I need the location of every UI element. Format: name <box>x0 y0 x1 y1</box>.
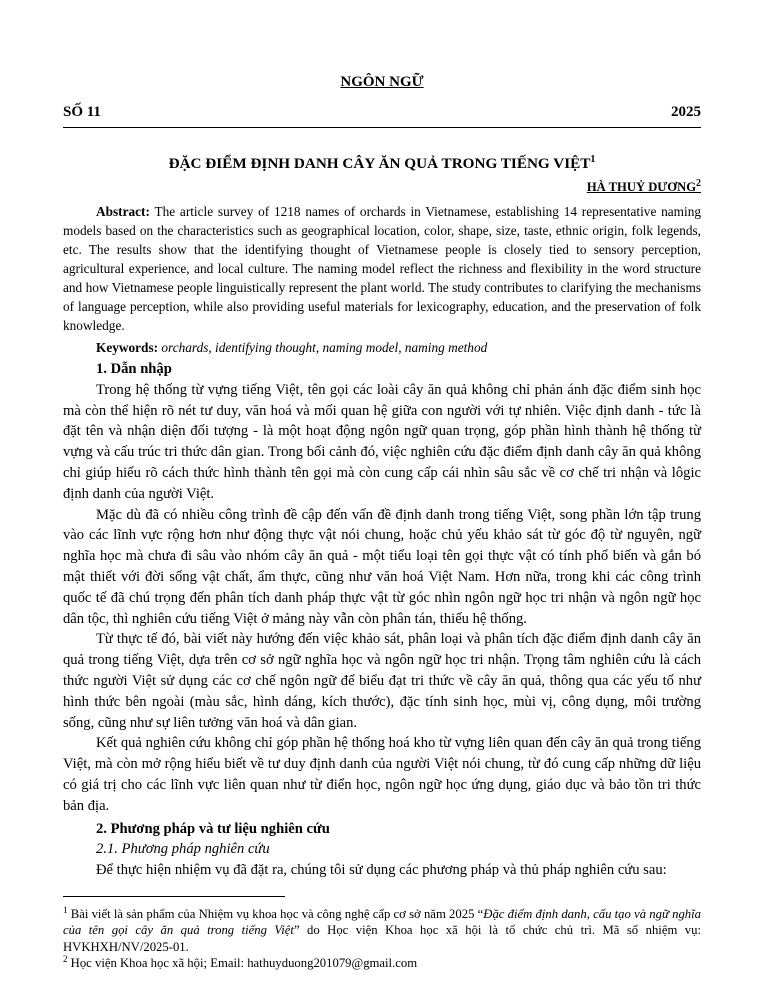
keywords-text: orchards, identifying thought, naming model, naming method <box>161 340 488 355</box>
footnote-rule <box>63 896 285 897</box>
footnote-2-text: Học viện Khoa học xã hội; Email: hathuyduong201079@gmail.com <box>70 956 418 971</box>
article-title-text: ĐẶC ĐIỂM ĐỊNH DANH CÂY ĂN QUẢ TRONG TIẾNG VIỆT <box>168 155 591 172</box>
keywords <box>63 338 701 357</box>
footnote-1-text-start: Bài viết là sản phẩm của Nhiệm vụ khoa học và công nghệ cấp cơ sở năm 2025 “ <box>70 906 484 921</box>
footnote-1 <box>63 906 701 956</box>
paragraph: Để thực hiện nhiệm vụ đã đặt ra, chúng tôi sử dụng các phương pháp và thủ pháp nghiên cứu sau: <box>96 862 667 879</box>
author-name <box>63 177 701 196</box>
paragraph: Kết quả nghiên cứu không chỉ góp phần hệ thống hoá kho từ vựng liên quan đến cây ăn quả trong tiếng Việt, mà còn mở rộng hiểu biết về tư duy định danh của người Việt nói chung, từ đó cung cấp những dữ liệu có giá trị cho các lĩnh vực liên quan như từ điển học, ngôn ngữ học ứng dụng, giáo dục và bảo tồn tri thức bản địa. <box>63 735 701 814</box>
journal-name: NGÔN NGỮ <box>340 74 424 90</box>
keywords-label: Keywords: <box>96 340 159 355</box>
paper-page <box>63 72 701 972</box>
article-title <box>63 154 701 176</box>
abstract-label: Abstract: <box>96 204 150 219</box>
footnote-1-project-title: Đặc điểm định danh, cấu tạo và ngữ nghĩa của tên gọi cây ăn quả trong tiếng Việt <box>63 906 702 938</box>
abstract <box>63 202 701 335</box>
issue-year: 2025 <box>671 104 701 120</box>
abstract-text: The article survey of 1218 names of orchards in Vietnamese, establishing 14 representative naming models based on the characteristics such as geographical location, color, shape, size, taste, ethnic origin, folk legends, etc. The results show that the identifying thought of Vietnamese people is closely tied to sensory perception, agricultural experience, and local culture. The naming model reflect the richness and flexibility in the word structure and how Vietnamese people linguistically represent the plant world. The study contributes to clarifying the mechanisms of language perception, while also providing useful materials for lexicography, education, and the preservation of folk knowledge. <box>63 204 702 333</box>
footnote-1-mark: 1 <box>63 904 68 915</box>
issue-row <box>63 102 701 124</box>
footnotes <box>63 906 701 972</box>
subsection-heading-methods: 2.1. Phương pháp nghiên cứu <box>96 841 270 858</box>
title-footnote-mark[interactable]: 1 <box>590 153 596 165</box>
paragraph: Từ thực tế đó, bài viết này hướng đến việc khảo sát, phân loại và phân tích đặc điểm định danh cây ăn quả trong tiếng Việt, dựa trên cơ sở ngữ nghĩa học và ngôn ngữ học tri nhận. Trọng tâm nghiên cứu là cách thức người Việt sử dụng các cơ chế ngôn ngữ để biểu đạt tri thức về cây ăn quả, thông qua các yếu tố như hình thức bên ngoài (màu sắc, hình dáng, kích thước), đặc tính sinh học, mùi vị, công dụng, môi trường sống, cũng như sự liên tưởng văn hoá và dân gian. <box>63 631 701 731</box>
issue-number: SỐ 11 <box>63 104 101 120</box>
paragraph: Trong hệ thống từ vựng tiếng Việt, tên gọi các loài cây ăn quả không chỉ phản ánh đặc điểm sinh học mà còn thể hiện rõ nét tư duy, văn hoá và mối quan hệ giữa con người với tự nhiên. Việc định danh - tức là đặt tên và nhận diện đối tượng - là một hoạt động ngôn ngữ quan trọng, góp phần hình thành hệ thống từ vựng và cấu trúc tri thức dân gian. Trong bối cảnh đó, việc nghiên cứu đặc điểm định danh cây ăn quả không chỉ giúp hiểu rõ cách thức hình thành tên gọi mà còn cung cấp cái nhìn sâu sắc về cơ chế tri nhận và lôgic định danh của người Việt. <box>63 381 701 502</box>
section-heading-introduction: 1. Dẫn nhập <box>96 361 172 377</box>
footnote-1-text-end: ” do Học viện Khoa học xã hội là tổ chức chủ trì. Mã số nhiệm vụ: HVKHXH/NV/2025-01. <box>63 923 701 954</box>
header-rule <box>63 127 701 128</box>
section-heading-methods: 2. Phương pháp và tư liệu nghiên cứu <box>96 820 330 837</box>
paragraph: Mặc dù đã có nhiều công trình đề cập đến vấn đề định danh trong tiếng Việt, song phần lớn tập trung vào các lĩnh vực rộng hơn như động thực vật nói chung, hoặc chủ yếu khảo sát từ góc độ từ nguyên, ngữ nghĩa học mà chưa đi sâu vào nhóm cây ăn quả - một tiểu loại tên gọi thực vật có tính phổ biến và gắn bó mật thiết với đời sống vật chất, ẩm thực, cũng như văn hoá Việt Nam. Hơn nữa, trong khi các công trình quốc tế đã chú trọng đến phân tích danh pháp thực vật từ góc nhìn ngôn ngữ học tri nhận và ngôn ngữ học dân tộc, thì nghiên cứu tiếng Việt ở mảng này vẫn còn phân tán, thiếu hệ thống. <box>63 506 701 627</box>
author-footnote-mark[interactable]: 2 <box>696 177 701 189</box>
footnote-2 <box>63 955 701 972</box>
author-name-text: HÀ THUỶ DƯƠNG <box>586 180 696 194</box>
footnote-2-mark: 2 <box>63 954 68 965</box>
